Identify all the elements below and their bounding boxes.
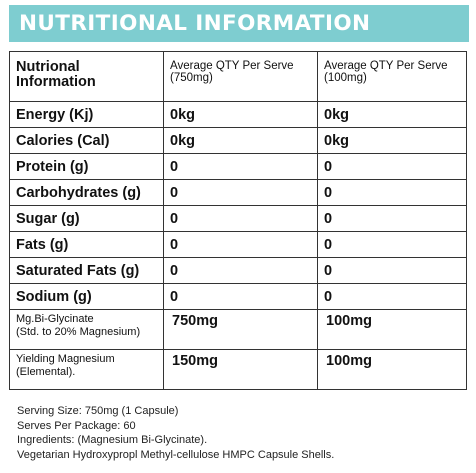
row-value2-cell bbox=[318, 128, 467, 154]
row-value1-cell bbox=[164, 102, 318, 128]
row-value1-cell bbox=[164, 154, 318, 180]
row-name-cell bbox=[10, 102, 164, 128]
row-name-cell bbox=[10, 232, 164, 258]
nutrient-name: Mg.Bi-Glycinate (Std. to 20% Magnesium) bbox=[16, 313, 141, 338]
nutrient-value-750mg: 0 bbox=[170, 262, 179, 279]
row-value2-cell bbox=[318, 206, 467, 232]
nutrient-value-100mg: 0 bbox=[324, 288, 333, 305]
table-row bbox=[10, 284, 467, 310]
nutrient-name: Sodium (g) bbox=[16, 288, 92, 305]
row-value2-cell bbox=[318, 180, 467, 206]
row-name-cell bbox=[10, 310, 164, 350]
nutrient-name: Protein (g) bbox=[16, 158, 89, 175]
nutrient-name: Sugar (g) bbox=[16, 210, 80, 227]
row-value2-cell bbox=[318, 310, 467, 350]
capsule-shells-text: Vegetarian Hydroxypropl Methyl-cellulose HMPC Capsule Shells. bbox=[17, 448, 335, 461]
table-row bbox=[10, 102, 467, 128]
nutrient-value-750mg: 750mg bbox=[172, 313, 218, 329]
nutrient-name: Carbohydrates (g) bbox=[16, 184, 141, 201]
row-name-cell bbox=[10, 180, 164, 206]
row-name-cell bbox=[10, 206, 164, 232]
nutrient-value-100mg: 0 bbox=[324, 262, 333, 279]
nutrient-value-750mg: 0 bbox=[170, 210, 179, 227]
nutrient-value-100mg: 100mg bbox=[326, 313, 372, 329]
nutrient-value-100mg: 100mg bbox=[326, 353, 372, 369]
row-name-cell bbox=[10, 258, 164, 284]
row-value1-cell bbox=[164, 284, 318, 310]
table-row bbox=[10, 310, 467, 350]
product-footer-notes bbox=[17, 404, 334, 462]
page-title: NUTRITIONAL INFORMATION bbox=[19, 11, 371, 36]
title-banner bbox=[9, 5, 469, 42]
nutrient-value-750mg: 0 bbox=[170, 288, 179, 305]
row-name-cell bbox=[10, 350, 164, 390]
row-value2-cell bbox=[318, 102, 467, 128]
row-value1-cell bbox=[164, 180, 318, 206]
row-value2-cell bbox=[318, 258, 467, 284]
header-cell-col2 bbox=[318, 52, 467, 102]
nutrient-name: Calories (Cal) bbox=[16, 132, 110, 149]
nutrient-value-750mg: 0 bbox=[170, 236, 179, 253]
row-value1-cell bbox=[164, 310, 318, 350]
serving-size-text: Serving Size: 750mg (1 Capsule) bbox=[17, 405, 179, 417]
serves-per-package-text: Serves Per Package: 60 bbox=[17, 419, 136, 432]
nutrient-value-750mg: 0 bbox=[170, 158, 179, 175]
row-value2-cell bbox=[318, 350, 467, 390]
nutrient-value-750mg: 150mg bbox=[172, 353, 218, 369]
ingredients-text: Ingredients: (Magnesium Bi-Glycinate). bbox=[17, 434, 208, 446]
table-row bbox=[10, 154, 467, 180]
table-row bbox=[10, 180, 467, 206]
row-value2-cell bbox=[318, 232, 467, 258]
table-header-row bbox=[10, 52, 467, 102]
nutrition-table bbox=[9, 51, 467, 390]
header-cell-col1 bbox=[164, 52, 318, 102]
nutrient-name: Saturated Fats (g) bbox=[16, 262, 140, 279]
nutrient-value-100mg: 0 bbox=[324, 184, 333, 201]
row-value1-cell bbox=[164, 232, 318, 258]
row-name-cell bbox=[10, 284, 164, 310]
table-row bbox=[10, 128, 467, 154]
nutrient-value-750mg: 0kg bbox=[170, 132, 195, 149]
nutrient-value-750mg: 0kg bbox=[170, 106, 195, 123]
nutrient-name: Yielding Magnesium (Elemental). bbox=[16, 353, 115, 378]
header-name-label: Nutrional Information bbox=[16, 59, 96, 90]
row-name-cell bbox=[10, 154, 164, 180]
nutrient-value-100mg: 0 bbox=[324, 210, 333, 227]
nutrient-value-100mg: 0kg bbox=[324, 106, 349, 123]
row-value2-cell bbox=[318, 154, 467, 180]
row-value1-cell bbox=[164, 350, 318, 390]
nutrient-value-100mg: 0kg bbox=[324, 132, 349, 149]
nutrient-value-750mg: 0 bbox=[170, 184, 179, 201]
table-row bbox=[10, 206, 467, 232]
header-cell-name bbox=[10, 52, 164, 102]
header-col2-label: Average QTY Per Serve (100mg) bbox=[324, 60, 448, 84]
header-col1-label: Average QTY Per Serve (750mg) bbox=[170, 60, 294, 84]
row-value1-cell bbox=[164, 206, 318, 232]
table-row bbox=[10, 350, 467, 390]
nutrient-value-100mg: 0 bbox=[324, 236, 333, 253]
nutrient-value-100mg: 0 bbox=[324, 158, 333, 175]
row-name-cell bbox=[10, 128, 164, 154]
row-value2-cell bbox=[318, 284, 467, 310]
nutrient-name: Energy (Kj) bbox=[16, 106, 94, 123]
nutrient-name: Fats (g) bbox=[16, 236, 69, 253]
row-value1-cell bbox=[164, 258, 318, 284]
table-row bbox=[10, 258, 467, 284]
table-row bbox=[10, 232, 467, 258]
row-value1-cell bbox=[164, 128, 318, 154]
